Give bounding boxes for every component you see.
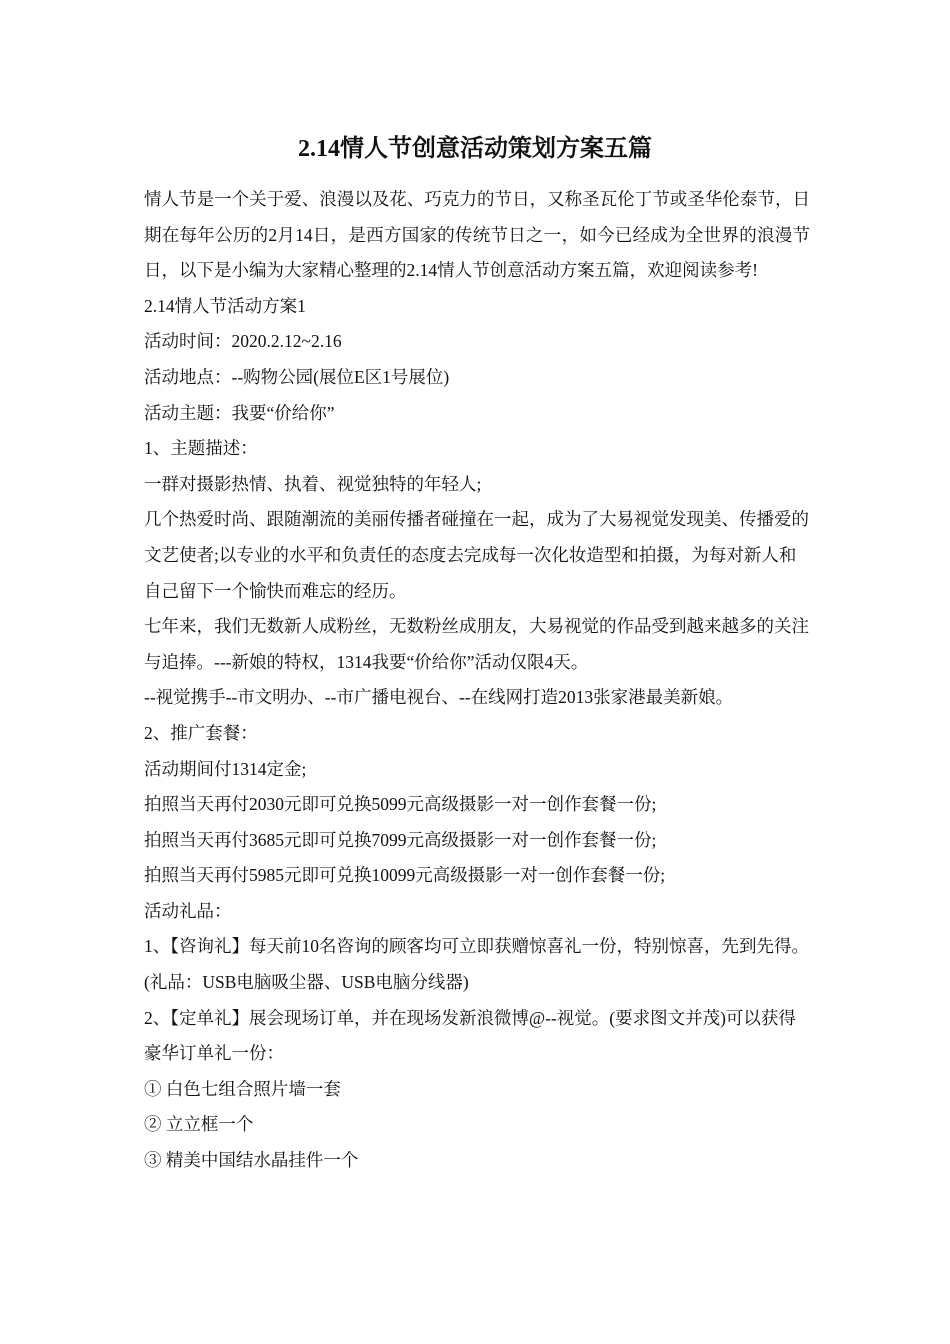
package-item: 拍照当天再付5985元即可兑换10099元高级摄影一对一创作套餐一份; [144,865,666,886]
gift-list-item: ② 立立框一个 [144,1114,254,1135]
body-paragraph: --视觉携手--市文明办、--市广播电视台、--在线网打造2013张家港最美新娘。 [144,687,734,708]
document-body [144,182,810,1179]
body-paragraph: 一群对摄影热情、执着、视觉独特的年轻人; [144,473,482,494]
package-item: 拍照当天再付3685元即可兑换7099元高级摄影一对一创作套餐一份; [144,829,657,850]
activity-theme: 活动主题：我要“价给你” [144,402,335,423]
gift-item: 2、【定单礼】展会现场订单，并在现场发新浪微博@--视觉。(要求图文并茂)可以获得豪华订单礼一份： [144,1007,796,1064]
gift-list-item: ① 白色七组合照片墙一套 [144,1078,341,1099]
body-paragraph: 活动期间付1314定金; [144,758,307,779]
activity-location: 活动地点：--购物公园(展位E区1号展位) [144,366,450,387]
activity-time: 活动时间：2020.2.12~2.16 [144,331,342,352]
theme-description-heading: 1、主题描述： [144,438,258,459]
gift-list-item: ③ 精美中国结水晶挂件一个 [144,1150,359,1171]
promotion-package-heading: 2、推广套餐： [144,722,258,743]
intro-paragraph: 情人节是一个关于爱、浪漫以及花、巧克力的节日，又称圣瓦伦丁节或圣华伦泰节，日期在每年公历的2月14日，是西方国家的传统节日之一，如今已经成为全世界的浪漫节日，以下是小编为大家精心整理的2.14情人节创意活动方案五篇，欢迎阅读参考! [144,189,810,281]
gifts-heading: 活动礼品： [144,900,232,921]
document-title: 2.14情人节创意活动策划方案五篇 [298,136,652,162]
body-paragraph: 七年来，我们无数新人成粉丝，无数粉丝成朋友，大易视觉的作品受到越来越多的关注与追捧。---新娘的特权，1314我要“价给你”活动仅限4天。 [144,616,809,672]
gift-item: 1、【咨询礼】每天前10名咨询的顾客均可立即获赠惊喜礼一份，特别惊喜，先到先得。(礼品：USB电脑吸尘器、USB电脑分线器) [144,936,809,993]
section-heading-plan-1: 2.14情人节活动方案1 [144,295,306,316]
body-paragraph: 几个热爱时尚、跟随潮流的美丽传播者碰撞在一起，成为了大易视觉发现美、传播爱的文艺使者;以专业的水平和负责任的态度去完成每一次化妆造型和拍摄，为每对新人和自己留下一个愉快而难忘的经历。 [144,509,809,601]
package-item: 拍照当天再付2030元即可兑换5099元高级摄影一对一创作套餐一份; [144,794,657,815]
